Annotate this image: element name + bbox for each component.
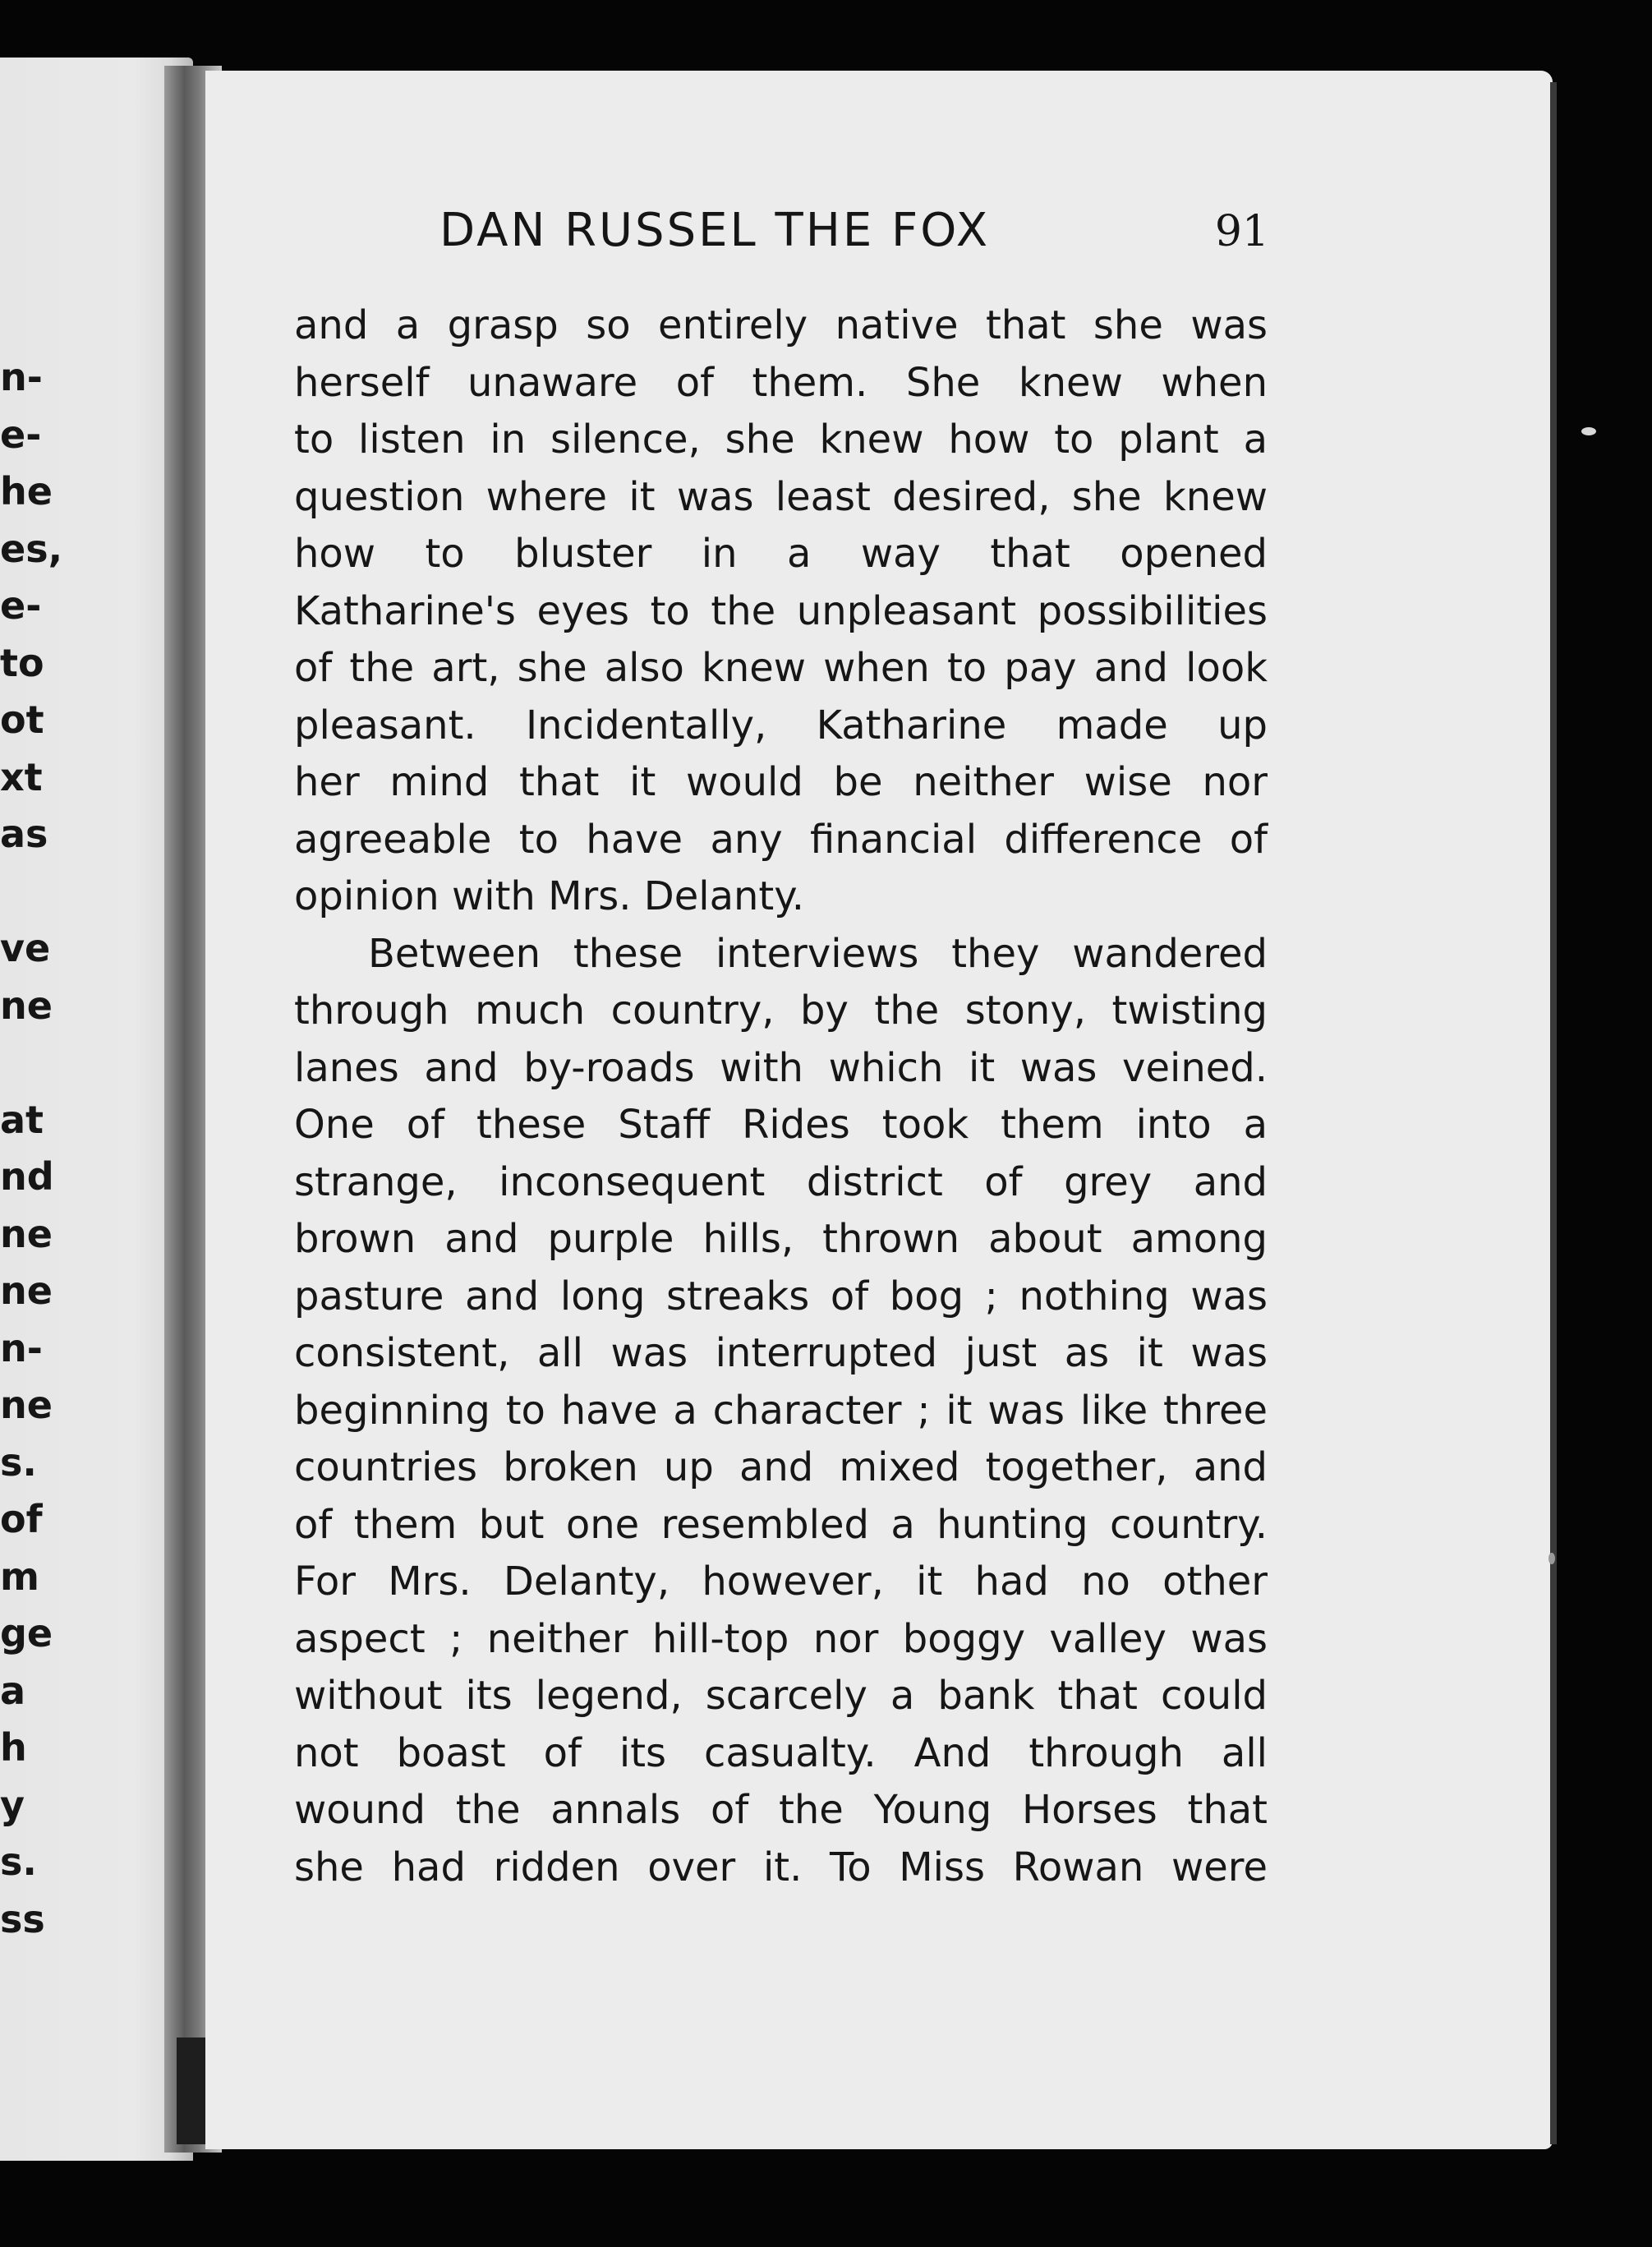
text-line: pasture and long streaks of bog ; nothing was bbox=[294, 1273, 1268, 1319]
facing-page-line: y bbox=[0, 1782, 25, 1827]
text-line: of them but one resembled a hunting country. bbox=[294, 1501, 1268, 1548]
text-line: of the art, she also knew when to pay and look bbox=[294, 645, 1268, 691]
facing-page-line: es, bbox=[0, 526, 63, 571]
facing-page-line: e- bbox=[0, 412, 42, 457]
text-line: brown and purple hills, thrown about among bbox=[294, 1216, 1268, 1262]
facing-page-line: a bbox=[0, 1668, 26, 1713]
facing-page-line: ve bbox=[0, 926, 51, 970]
text-line: consistent, all was interrupted just as it was bbox=[294, 1330, 1268, 1376]
text-line: aspect ; neither hill-top nor boggy valley was bbox=[294, 1615, 1268, 1662]
facing-page-line: to bbox=[0, 640, 44, 685]
page-body bbox=[294, 297, 1268, 1896]
facing-page-line: ne bbox=[0, 1269, 53, 1313]
text-line: herself unaware of them. She knew when bbox=[294, 359, 1268, 406]
facing-page-line: ot bbox=[0, 698, 44, 742]
text-line: and a grasp so entirely native that she was bbox=[294, 302, 1268, 348]
facing-page-line: s. bbox=[0, 1840, 37, 1884]
text-line: her mind that it would be neither wise nor bbox=[294, 759, 1268, 805]
facing-page-line: at bbox=[0, 1097, 44, 1142]
text-line: through much country, by the stony, twisting bbox=[294, 988, 1268, 1034]
facing-page-line: n- bbox=[0, 355, 43, 399]
text-line: question where it was least desired, she knew bbox=[294, 473, 1268, 520]
page-number: 91 bbox=[1214, 207, 1269, 256]
facing-page-line: ne bbox=[0, 983, 53, 1028]
facing-page-text bbox=[0, 349, 63, 1948]
text-line: Katharine's eyes to the unpleasant possibilities bbox=[294, 587, 1268, 634]
facing-page-line bbox=[0, 1034, 49, 1092]
facing-page-line: nd bbox=[0, 1154, 54, 1199]
facing-page-line: ne bbox=[0, 1383, 53, 1427]
text-line: not boast of its casualty. And through all bbox=[294, 1729, 1268, 1776]
text-line: strange, inconsequent district of grey and bbox=[294, 1158, 1268, 1205]
text-line: without its legend, scarcely a bank that could bbox=[294, 1673, 1268, 1719]
text-line: opinion with Mrs. Delanty. bbox=[294, 873, 805, 919]
facing-page-line: e- bbox=[0, 583, 42, 628]
facing-page-line bbox=[0, 863, 49, 921]
text-line: One of these Staff Rides took them into a bbox=[294, 1102, 1268, 1148]
facing-page-line: ne bbox=[0, 1211, 53, 1256]
text-line: she had ridden over it. To Miss Rowan were bbox=[294, 1844, 1268, 1890]
text-line: lanes and by-roads with which it was veined. bbox=[294, 1044, 1268, 1091]
facing-page-line: as bbox=[0, 812, 48, 856]
running-head: DAN RUSSEL THE FOX bbox=[439, 204, 991, 257]
scan-speck bbox=[1548, 1553, 1555, 1564]
facing-page-line: of bbox=[0, 1497, 43, 1541]
text-line: countries broken up and mixed together, and bbox=[294, 1444, 1268, 1490]
text-line: to listen in silence, she knew how to plant a bbox=[294, 417, 1268, 463]
text-line: pleasant. Incidentally, Katharine made up bbox=[294, 702, 1268, 748]
facing-page-line: s. bbox=[0, 1439, 37, 1485]
text-line: wound the annals of the Young Horses that bbox=[294, 1787, 1268, 1833]
text-line: For Mrs. Delanty, however, it had no other bbox=[294, 1559, 1268, 1605]
facing-page-line: m bbox=[0, 1554, 39, 1599]
facing-page-line: ge bbox=[0, 1611, 53, 1655]
facing-page-line: ss bbox=[0, 1896, 45, 1941]
facing-page-line: he bbox=[0, 469, 53, 513]
page-edge bbox=[1550, 82, 1557, 2144]
facing-page-line: n- bbox=[0, 1325, 43, 1370]
facing-page-line: xt bbox=[0, 754, 43, 799]
facing-page-line: h bbox=[0, 1725, 27, 1770]
scan-speck bbox=[1581, 427, 1596, 435]
text-line: beginning to have a character ; it was like three bbox=[294, 1387, 1268, 1434]
text-line: how to bluster in a way that opened bbox=[294, 531, 1268, 577]
text-line: agreeable to have any financial difference of bbox=[294, 816, 1268, 863]
page-header bbox=[439, 204, 1269, 269]
paragraph-start: Between these interviews they wandered bbox=[368, 930, 1268, 977]
